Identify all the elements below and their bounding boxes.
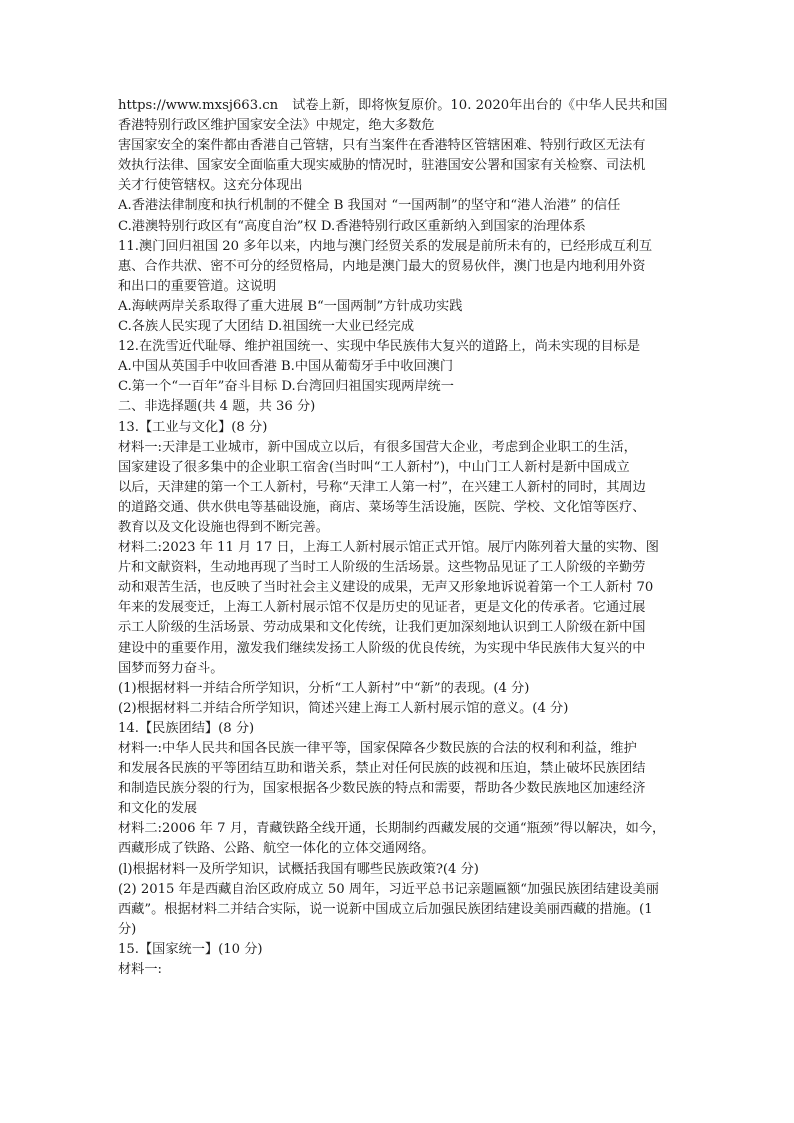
question-12-options-cd: C.第一个“一百年”奋斗目标 D.台湾回归祖国实现两岸统一 <box>118 379 454 395</box>
q13-material-1-line-5: 教育以及文化设施也得到不断完善。 <box>118 519 329 535</box>
question-10-options-cd: C.港澳特别行政区有“高度自治”权 D.香港特别行政区重新纳入到国家的治理体系 <box>118 218 586 234</box>
q13-material-2-line-4: 年来的发展变迁，上海工人新村展示馆不仅是历史的见证者，更是文化的传承者。它通过展 <box>118 600 646 616</box>
q13-material-2-line-7: 国梦而努力奋斗。 <box>118 660 224 676</box>
q13-material-2-line-2: 片和文献资料，生动地再现了当时工人阶级的生活场景。这些物品见证了工人阶级的辛勤劳 <box>118 560 646 576</box>
text-line-1 <box>118 96 684 116</box>
q13-subquestion-1: (1)根据材料一并结合所学知识，分析“工人新村”中“新”的表现。(4 分) <box>118 680 530 696</box>
question-13-heading: 13.【工业与文化】(8 分) <box>118 419 268 435</box>
q14-subquestion-2-line-1: (2) 2015 年是西藏自治区政府成立 50 周年，习近平总书记亲题匾额“加强民族团结建设美丽 <box>118 881 659 897</box>
q14-material-1-line-1: 材料一:中华人民共和国各民族一律平等，国家保障各少数民族的合法的权利和利益，维护 <box>118 741 637 756</box>
q14-material-2-line-2: 西藏形成了铁路、公路、航空一体化的立体交通网络。 <box>118 841 435 857</box>
q14-subquestion-2-line-3: 分) <box>118 921 137 937</box>
q15-material-1-label: 材料一: <box>118 962 163 978</box>
text-line-4: 效执行法律、国家安全面临重大现实威胁的情况时，驻港国安公署和国家有关检察、司法机 <box>118 158 646 174</box>
q13-material-2-line-1: 材料二:2023 年 11 月 17 日，上海工人新村展示馆正式开馆。展厅内陈列着大量的实物、图 <box>118 540 659 556</box>
q13-material-1-line-2: 国家建设了很多集中的企业职工宿舍(当时叫“工人新村”)，中山门工人新村是新中国成立 <box>118 459 630 475</box>
q13-material-1-line-3: 以后，天津建的第一个工人新村，号称“天津工人第一村”，在兴建工人新村的同时，其周边 <box>118 479 646 495</box>
header-url[interactable]: https://www.mxsj663.cn <box>118 98 279 113</box>
question-12-stem: 12.在洗雪近代耻辱、维护祖国统一、实现中华民族伟大复兴的道路上，尚未实现的目标是 <box>118 339 641 355</box>
q14-subquestion-2-line-2: 西藏”。根据材料二并结合实际，说一说新中国成立后加强民族团结建设美丽西藏的措施。(1 <box>118 901 653 917</box>
question-11-stem-2: 惠、合作共洑、密不可分的经贸格局，内地是澳门最大的贸易伙伴，澳门也是内地利用外资 <box>118 258 646 274</box>
q13-material-1-line-4: 的道路交通、供水供电等基础设施，商店、菜场等生活设施，医院、学校、文化馆等医疗、 <box>118 499 646 515</box>
q14-material-1-line-3: 和制造民族分裂的行为，国家根据各少数民族的特点和需要，帮助各少数民族地区加速经济 <box>118 781 646 797</box>
question-12-options-ab: A.中国从英国手中收回香港 B.中国从葡萄牙手中收回澳门 <box>118 359 454 375</box>
document-page <box>118 96 684 980</box>
question-15-heading: 15.【国家统一】(10 分) <box>118 941 263 957</box>
q13-material-2-line-6: 建设中的重要作用，激发我们继续发扬工人阶级的优良传统，为实现中华民族伟大复兴的中 <box>118 640 646 656</box>
text-line-3: 害国家安全的案件都由香港自己管辖，只有当案件在香港特区管辖困难、特别行政区无法有 <box>118 138 646 154</box>
question-14-heading: 14.【民族团结】(8 分) <box>118 720 255 736</box>
q14-material-1-line-2: 和发展各民族的平等团结互助和谐关系，禁止对任何民族的歧视和压迫，禁止破坏民族团结 <box>118 761 646 777</box>
q14-subquestion-1: (l)根据材料一及所学知识，试概括我国有哪些民族政策?(4 分) <box>118 861 479 877</box>
question-11-options-cd: C.各族人民实现了大团结 D.祖国统一大业已经完成 <box>118 319 415 335</box>
question-11-stem-1: 11.澳门回归祖国 20 多年以来，内地与澳门经贸关系的发展是前所未有的，已经形成互利互 <box>118 238 653 254</box>
q14-material-2-line-1: 材料二:2006 年 7 月，青藏铁路全线开通，长期制约西藏发展的交通“瓶颈”得以解决，如今， <box>118 821 666 837</box>
section-heading: 二、非选择题(共 4 题，共 36 分) <box>118 399 316 415</box>
question-10-options-ab: A.香港法律制度和执行机制的不健全 B 我国对 “一国两制”的坚守和“港人治港” 的信任 <box>118 198 621 214</box>
question-11-stem-3: 和出口的重要管道。这说明 <box>118 278 277 294</box>
question-11-options-ab: A.海峡两岸关系取得了重大进展 B“一国两制”方针成功实践 <box>118 298 463 314</box>
text-line-1-content: 试卷上新，即将恢复原价。10. 2020年出台的《中华人民共和国 <box>292 98 668 113</box>
q13-subquestion-2: (2)根据材料二并结合所学知识，简述兴建上海工人新村展示馆的意义。(4 分) <box>118 700 569 716</box>
q13-material-2-line-5: 示工人阶级的生活场景、劳动成果和文化传统，让我们更加深刻地认识到工人阶级在新中国 <box>118 620 646 636</box>
q13-material-1-line-1: 材料一:天津是工业城市，新中国成立以后，有很多国营大企业，考虑到企业职工的生活， <box>118 439 637 455</box>
q14-material-1-line-4: 和文化的发展 <box>118 801 198 817</box>
q13-material-2-line-3: 动和艰苦生活，也反映了当时社会主义建设的成果，无声又形象地诉说着第一个工人新村 70 <box>118 580 654 596</box>
text-line-2: 香港特别行政区维护国家安全法》中规定，绝大多数危 <box>118 118 435 134</box>
text-line-5: 关才行使管辖权。这充分体现出 <box>118 178 303 194</box>
